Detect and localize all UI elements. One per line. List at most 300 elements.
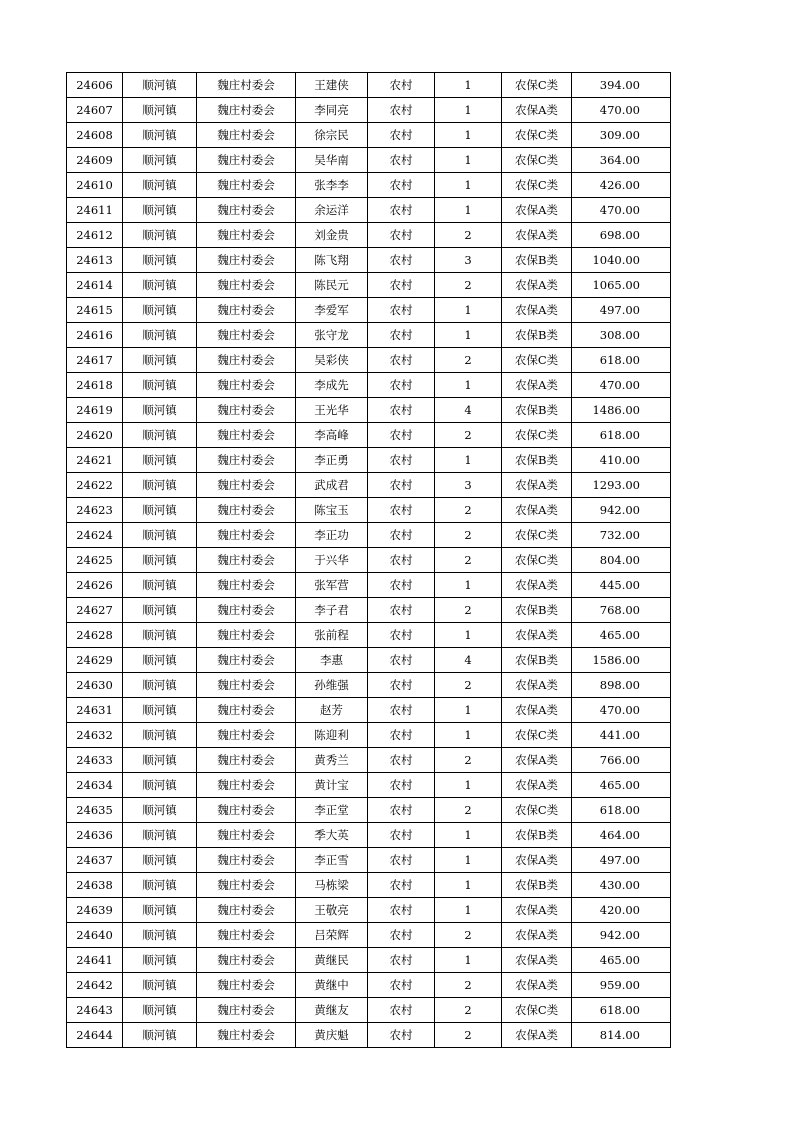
table-row bbox=[67, 423, 671, 448]
person-name-cell: 于兴华 bbox=[296, 548, 368, 573]
record-id-cell: 24641 bbox=[67, 948, 123, 973]
person-name-cell: 张前程 bbox=[296, 623, 368, 648]
amount-cell: 430.00 bbox=[572, 873, 671, 898]
village-committee-cell: 魏庄村委会 bbox=[197, 448, 296, 473]
person-name-cell: 陈宝玉 bbox=[296, 498, 368, 523]
insurance-category-cell: 农保A类 bbox=[502, 973, 572, 998]
record-id-cell: 24642 bbox=[67, 973, 123, 998]
village-committee-cell: 魏庄村委会 bbox=[197, 798, 296, 823]
village-committee-cell: 魏庄村委会 bbox=[197, 598, 296, 623]
person-name-cell: 吕荣辉 bbox=[296, 923, 368, 948]
table-row bbox=[67, 98, 671, 123]
insurance-category-cell: 农保A类 bbox=[502, 573, 572, 598]
amount-cell: 1586.00 bbox=[572, 648, 671, 673]
town-cell: 顺河镇 bbox=[123, 798, 197, 823]
record-id-cell: 24609 bbox=[67, 148, 123, 173]
table-row bbox=[67, 448, 671, 473]
amount-cell: 698.00 bbox=[572, 223, 671, 248]
table-row bbox=[67, 348, 671, 373]
household-count-cell: 3 bbox=[435, 248, 502, 273]
person-name-cell: 吴彩侠 bbox=[296, 348, 368, 373]
table-row bbox=[67, 248, 671, 273]
table-row bbox=[67, 623, 671, 648]
area-type-cell: 农村 bbox=[368, 223, 435, 248]
person-name-cell: 黄继民 bbox=[296, 948, 368, 973]
person-name-cell: 季大英 bbox=[296, 823, 368, 848]
amount-cell: 804.00 bbox=[572, 548, 671, 573]
record-id-cell: 24637 bbox=[67, 848, 123, 873]
person-name-cell: 李正勇 bbox=[296, 448, 368, 473]
insurance-category-cell: 农保A类 bbox=[502, 948, 572, 973]
insurance-category-cell: 农保A类 bbox=[502, 698, 572, 723]
table-row bbox=[67, 848, 671, 873]
town-cell: 顺河镇 bbox=[123, 98, 197, 123]
amount-cell: 1040.00 bbox=[572, 248, 671, 273]
insurance-category-cell: 农保C类 bbox=[502, 123, 572, 148]
household-count-cell: 2 bbox=[435, 348, 502, 373]
insurance-category-cell: 农保B类 bbox=[502, 873, 572, 898]
insurance-category-cell: 农保A类 bbox=[502, 1023, 572, 1048]
household-count-cell: 1 bbox=[435, 198, 502, 223]
table-row bbox=[67, 873, 671, 898]
area-type-cell: 农村 bbox=[368, 698, 435, 723]
town-cell: 顺河镇 bbox=[123, 673, 197, 698]
table-row bbox=[67, 598, 671, 623]
household-count-cell: 2 bbox=[435, 423, 502, 448]
table-row bbox=[67, 548, 671, 573]
household-count-cell: 4 bbox=[435, 398, 502, 423]
record-id-cell: 24619 bbox=[67, 398, 123, 423]
area-type-cell: 农村 bbox=[368, 348, 435, 373]
record-id-cell: 24614 bbox=[67, 273, 123, 298]
person-name-cell: 李高峰 bbox=[296, 423, 368, 448]
town-cell: 顺河镇 bbox=[123, 773, 197, 798]
village-committee-cell: 魏庄村委会 bbox=[197, 298, 296, 323]
amount-cell: 465.00 bbox=[572, 623, 671, 648]
table-row bbox=[67, 748, 671, 773]
village-committee-cell: 魏庄村委会 bbox=[197, 223, 296, 248]
record-id-cell: 24627 bbox=[67, 598, 123, 623]
household-count-cell: 2 bbox=[435, 223, 502, 248]
insurance-category-cell: 农保B类 bbox=[502, 648, 572, 673]
record-id-cell: 24643 bbox=[67, 998, 123, 1023]
village-committee-cell: 魏庄村委会 bbox=[197, 198, 296, 223]
insurance-category-cell: 农保B类 bbox=[502, 323, 572, 348]
area-type-cell: 农村 bbox=[368, 623, 435, 648]
village-committee-cell: 魏庄村委会 bbox=[197, 848, 296, 873]
person-name-cell: 王敬亮 bbox=[296, 898, 368, 923]
amount-cell: 308.00 bbox=[572, 323, 671, 348]
town-cell: 顺河镇 bbox=[123, 298, 197, 323]
area-type-cell: 农村 bbox=[368, 873, 435, 898]
table-row bbox=[67, 898, 671, 923]
village-committee-cell: 魏庄村委会 bbox=[197, 923, 296, 948]
household-count-cell: 1 bbox=[435, 873, 502, 898]
household-count-cell: 1 bbox=[435, 898, 502, 923]
table-row bbox=[67, 473, 671, 498]
insurance-category-cell: 农保B类 bbox=[502, 598, 572, 623]
amount-cell: 942.00 bbox=[572, 498, 671, 523]
village-committee-cell: 魏庄村委会 bbox=[197, 748, 296, 773]
household-count-cell: 1 bbox=[435, 123, 502, 148]
village-committee-cell: 魏庄村委会 bbox=[197, 823, 296, 848]
amount-cell: 465.00 bbox=[572, 948, 671, 973]
table-row bbox=[67, 798, 671, 823]
village-committee-cell: 魏庄村委会 bbox=[197, 248, 296, 273]
village-committee-cell: 魏庄村委会 bbox=[197, 273, 296, 298]
insurance-category-cell: 农保A类 bbox=[502, 623, 572, 648]
village-committee-cell: 魏庄村委会 bbox=[197, 398, 296, 423]
insurance-category-cell: 农保A类 bbox=[502, 473, 572, 498]
person-name-cell: 黄计宝 bbox=[296, 773, 368, 798]
area-type-cell: 农村 bbox=[368, 773, 435, 798]
household-count-cell: 2 bbox=[435, 498, 502, 523]
insurance-category-cell: 农保C类 bbox=[502, 798, 572, 823]
insurance-category-cell: 农保A类 bbox=[502, 373, 572, 398]
person-name-cell: 陈迎利 bbox=[296, 723, 368, 748]
town-cell: 顺河镇 bbox=[123, 623, 197, 648]
insurance-category-cell: 农保B类 bbox=[502, 823, 572, 848]
person-name-cell: 陈飞翔 bbox=[296, 248, 368, 273]
person-name-cell: 孙维强 bbox=[296, 673, 368, 698]
roster-body bbox=[67, 73, 671, 1048]
area-type-cell: 农村 bbox=[368, 448, 435, 473]
village-committee-cell: 魏庄村委会 bbox=[197, 523, 296, 548]
record-id-cell: 24624 bbox=[67, 523, 123, 548]
village-committee-cell: 魏庄村委会 bbox=[197, 73, 296, 98]
amount-cell: 768.00 bbox=[572, 598, 671, 623]
insurance-category-cell: 农保A类 bbox=[502, 773, 572, 798]
table-row bbox=[67, 998, 671, 1023]
record-id-cell: 24611 bbox=[67, 198, 123, 223]
insurance-category-cell: 农保A类 bbox=[502, 848, 572, 873]
table-row bbox=[67, 123, 671, 148]
area-type-cell: 农村 bbox=[368, 673, 435, 698]
person-name-cell: 张李李 bbox=[296, 173, 368, 198]
town-cell: 顺河镇 bbox=[123, 323, 197, 348]
amount-cell: 618.00 bbox=[572, 348, 671, 373]
person-name-cell: 王建侠 bbox=[296, 73, 368, 98]
amount-cell: 445.00 bbox=[572, 573, 671, 598]
household-count-cell: 1 bbox=[435, 148, 502, 173]
household-count-cell: 1 bbox=[435, 73, 502, 98]
village-committee-cell: 魏庄村委会 bbox=[197, 173, 296, 198]
table-row bbox=[67, 398, 671, 423]
amount-cell: 618.00 bbox=[572, 423, 671, 448]
town-cell: 顺河镇 bbox=[123, 698, 197, 723]
table-row bbox=[67, 573, 671, 598]
person-name-cell: 刘金贵 bbox=[296, 223, 368, 248]
amount-cell: 497.00 bbox=[572, 848, 671, 873]
town-cell: 顺河镇 bbox=[123, 823, 197, 848]
village-committee-cell: 魏庄村委会 bbox=[197, 648, 296, 673]
village-committee-cell: 魏庄村委会 bbox=[197, 148, 296, 173]
area-type-cell: 农村 bbox=[368, 98, 435, 123]
record-id-cell: 24608 bbox=[67, 123, 123, 148]
person-name-cell: 李子君 bbox=[296, 598, 368, 623]
town-cell: 顺河镇 bbox=[123, 123, 197, 148]
village-committee-cell: 魏庄村委会 bbox=[197, 698, 296, 723]
insurance-category-cell: 农保A类 bbox=[502, 98, 572, 123]
household-count-cell: 2 bbox=[435, 673, 502, 698]
insurance-category-cell: 农保A类 bbox=[502, 273, 572, 298]
table-row bbox=[67, 73, 671, 98]
household-count-cell: 1 bbox=[435, 698, 502, 723]
area-type-cell: 农村 bbox=[368, 373, 435, 398]
record-id-cell: 24620 bbox=[67, 423, 123, 448]
record-id-cell: 24634 bbox=[67, 773, 123, 798]
table-row bbox=[67, 523, 671, 548]
record-id-cell: 24638 bbox=[67, 873, 123, 898]
village-committee-cell: 魏庄村委会 bbox=[197, 1023, 296, 1048]
village-committee-cell: 魏庄村委会 bbox=[197, 373, 296, 398]
village-committee-cell: 魏庄村委会 bbox=[197, 773, 296, 798]
insurance-category-cell: 农保B类 bbox=[502, 248, 572, 273]
insurance-category-cell: 农保B类 bbox=[502, 398, 572, 423]
area-type-cell: 农村 bbox=[368, 398, 435, 423]
record-id-cell: 24617 bbox=[67, 348, 123, 373]
area-type-cell: 农村 bbox=[368, 748, 435, 773]
household-count-cell: 2 bbox=[435, 1023, 502, 1048]
village-committee-cell: 魏庄村委会 bbox=[197, 873, 296, 898]
table-row bbox=[67, 323, 671, 348]
amount-cell: 814.00 bbox=[572, 1023, 671, 1048]
table-row bbox=[67, 373, 671, 398]
table-row bbox=[67, 223, 671, 248]
record-id-cell: 24633 bbox=[67, 748, 123, 773]
area-type-cell: 农村 bbox=[368, 198, 435, 223]
amount-cell: 309.00 bbox=[572, 123, 671, 148]
record-id-cell: 24631 bbox=[67, 698, 123, 723]
person-name-cell: 张守龙 bbox=[296, 323, 368, 348]
record-id-cell: 24625 bbox=[67, 548, 123, 573]
town-cell: 顺河镇 bbox=[123, 173, 197, 198]
area-type-cell: 农村 bbox=[368, 848, 435, 873]
amount-cell: 1486.00 bbox=[572, 398, 671, 423]
record-id-cell: 24618 bbox=[67, 373, 123, 398]
household-count-cell: 2 bbox=[435, 748, 502, 773]
person-name-cell: 马栋梁 bbox=[296, 873, 368, 898]
person-name-cell: 黄庆魁 bbox=[296, 1023, 368, 1048]
amount-cell: 394.00 bbox=[572, 73, 671, 98]
amount-cell: 464.00 bbox=[572, 823, 671, 848]
table-row bbox=[67, 173, 671, 198]
amount-cell: 732.00 bbox=[572, 523, 671, 548]
person-name-cell: 余运洋 bbox=[296, 198, 368, 223]
insurance-category-cell: 农保C类 bbox=[502, 548, 572, 573]
amount-cell: 618.00 bbox=[572, 798, 671, 823]
insurance-category-cell: 农保A类 bbox=[502, 673, 572, 698]
amount-cell: 942.00 bbox=[572, 923, 671, 948]
area-type-cell: 农村 bbox=[368, 298, 435, 323]
amount-cell: 426.00 bbox=[572, 173, 671, 198]
record-id-cell: 24639 bbox=[67, 898, 123, 923]
table-row bbox=[67, 923, 671, 948]
area-type-cell: 农村 bbox=[368, 423, 435, 448]
table-row bbox=[67, 1023, 671, 1048]
village-committee-cell: 魏庄村委会 bbox=[197, 573, 296, 598]
amount-cell: 465.00 bbox=[572, 773, 671, 798]
record-id-cell: 24635 bbox=[67, 798, 123, 823]
village-committee-cell: 魏庄村委会 bbox=[197, 548, 296, 573]
town-cell: 顺河镇 bbox=[123, 373, 197, 398]
person-name-cell: 张军营 bbox=[296, 573, 368, 598]
amount-cell: 470.00 bbox=[572, 98, 671, 123]
insurance-category-cell: 农保A类 bbox=[502, 298, 572, 323]
village-committee-cell: 魏庄村委会 bbox=[197, 348, 296, 373]
insurance-category-cell: 农保A类 bbox=[502, 748, 572, 773]
record-id-cell: 24629 bbox=[67, 648, 123, 673]
table-row bbox=[67, 198, 671, 223]
record-id-cell: 24616 bbox=[67, 323, 123, 348]
record-id-cell: 24630 bbox=[67, 673, 123, 698]
table-row bbox=[67, 823, 671, 848]
town-cell: 顺河镇 bbox=[123, 598, 197, 623]
person-name-cell: 李正功 bbox=[296, 523, 368, 548]
table-row bbox=[67, 298, 671, 323]
person-name-cell: 李同亮 bbox=[296, 98, 368, 123]
roster-table bbox=[66, 72, 671, 1048]
insurance-category-cell: 农保A类 bbox=[502, 198, 572, 223]
town-cell: 顺河镇 bbox=[123, 898, 197, 923]
insurance-category-cell: 农保C类 bbox=[502, 723, 572, 748]
area-type-cell: 农村 bbox=[368, 323, 435, 348]
household-count-cell: 1 bbox=[435, 448, 502, 473]
household-count-cell: 2 bbox=[435, 998, 502, 1023]
town-cell: 顺河镇 bbox=[123, 848, 197, 873]
town-cell: 顺河镇 bbox=[123, 248, 197, 273]
area-type-cell: 农村 bbox=[368, 173, 435, 198]
amount-cell: 470.00 bbox=[572, 698, 671, 723]
household-count-cell: 2 bbox=[435, 798, 502, 823]
insurance-category-cell: 农保A类 bbox=[502, 898, 572, 923]
person-name-cell: 武成君 bbox=[296, 473, 368, 498]
person-name-cell: 李成先 bbox=[296, 373, 368, 398]
amount-cell: 441.00 bbox=[572, 723, 671, 748]
household-count-cell: 1 bbox=[435, 298, 502, 323]
town-cell: 顺河镇 bbox=[123, 873, 197, 898]
amount-cell: 1065.00 bbox=[572, 273, 671, 298]
record-id-cell: 24628 bbox=[67, 623, 123, 648]
record-id-cell: 24607 bbox=[67, 98, 123, 123]
insurance-category-cell: 农保C类 bbox=[502, 173, 572, 198]
household-count-cell: 1 bbox=[435, 173, 502, 198]
village-committee-cell: 魏庄村委会 bbox=[197, 623, 296, 648]
area-type-cell: 农村 bbox=[368, 473, 435, 498]
record-id-cell: 24640 bbox=[67, 923, 123, 948]
amount-cell: 420.00 bbox=[572, 898, 671, 923]
household-count-cell: 1 bbox=[435, 948, 502, 973]
area-type-cell: 农村 bbox=[368, 723, 435, 748]
person-name-cell: 李正堂 bbox=[296, 798, 368, 823]
town-cell: 顺河镇 bbox=[123, 398, 197, 423]
town-cell: 顺河镇 bbox=[123, 948, 197, 973]
table-row bbox=[67, 698, 671, 723]
insurance-category-cell: 农保C类 bbox=[502, 423, 572, 448]
household-count-cell: 1 bbox=[435, 323, 502, 348]
area-type-cell: 农村 bbox=[368, 523, 435, 548]
village-committee-cell: 魏庄村委会 bbox=[197, 498, 296, 523]
record-id-cell: 24615 bbox=[67, 298, 123, 323]
area-type-cell: 农村 bbox=[368, 923, 435, 948]
area-type-cell: 农村 bbox=[368, 498, 435, 523]
table-row bbox=[67, 498, 671, 523]
town-cell: 顺河镇 bbox=[123, 748, 197, 773]
amount-cell: 410.00 bbox=[572, 448, 671, 473]
town-cell: 顺河镇 bbox=[123, 1023, 197, 1048]
area-type-cell: 农村 bbox=[368, 648, 435, 673]
person-name-cell: 李正雪 bbox=[296, 848, 368, 873]
village-committee-cell: 魏庄村委会 bbox=[197, 673, 296, 698]
village-committee-cell: 魏庄村委会 bbox=[197, 323, 296, 348]
town-cell: 顺河镇 bbox=[123, 148, 197, 173]
village-committee-cell: 魏庄村委会 bbox=[197, 423, 296, 448]
record-id-cell: 24613 bbox=[67, 248, 123, 273]
amount-cell: 497.00 bbox=[572, 298, 671, 323]
household-count-cell: 1 bbox=[435, 823, 502, 848]
household-count-cell: 2 bbox=[435, 548, 502, 573]
person-name-cell: 黄秀兰 bbox=[296, 748, 368, 773]
insurance-category-cell: 农保C类 bbox=[502, 998, 572, 1023]
table-row bbox=[67, 648, 671, 673]
town-cell: 顺河镇 bbox=[123, 423, 197, 448]
record-id-cell: 24626 bbox=[67, 573, 123, 598]
town-cell: 顺河镇 bbox=[123, 723, 197, 748]
town-cell: 顺河镇 bbox=[123, 523, 197, 548]
person-name-cell: 赵芳 bbox=[296, 698, 368, 723]
area-type-cell: 农村 bbox=[368, 148, 435, 173]
household-count-cell: 2 bbox=[435, 923, 502, 948]
insurance-category-cell: 农保C类 bbox=[502, 148, 572, 173]
person-name-cell: 李惠 bbox=[296, 648, 368, 673]
area-type-cell: 农村 bbox=[368, 823, 435, 848]
household-count-cell: 1 bbox=[435, 573, 502, 598]
area-type-cell: 农村 bbox=[368, 598, 435, 623]
amount-cell: 898.00 bbox=[572, 673, 671, 698]
household-count-cell: 1 bbox=[435, 98, 502, 123]
insurance-category-cell: 农保A类 bbox=[502, 223, 572, 248]
town-cell: 顺河镇 bbox=[123, 998, 197, 1023]
town-cell: 顺河镇 bbox=[123, 198, 197, 223]
amount-cell: 618.00 bbox=[572, 998, 671, 1023]
village-committee-cell: 魏庄村委会 bbox=[197, 123, 296, 148]
person-name-cell: 黄继中 bbox=[296, 973, 368, 998]
town-cell: 顺河镇 bbox=[123, 73, 197, 98]
area-type-cell: 农村 bbox=[368, 248, 435, 273]
town-cell: 顺河镇 bbox=[123, 648, 197, 673]
household-count-cell: 1 bbox=[435, 848, 502, 873]
village-committee-cell: 魏庄村委会 bbox=[197, 973, 296, 998]
household-count-cell: 2 bbox=[435, 523, 502, 548]
amount-cell: 1293.00 bbox=[572, 473, 671, 498]
person-name-cell: 徐宗民 bbox=[296, 123, 368, 148]
household-count-cell: 1 bbox=[435, 373, 502, 398]
table-row bbox=[67, 673, 671, 698]
table-row bbox=[67, 948, 671, 973]
area-type-cell: 农村 bbox=[368, 948, 435, 973]
table-row bbox=[67, 773, 671, 798]
insurance-category-cell: 农保C类 bbox=[502, 73, 572, 98]
household-count-cell: 4 bbox=[435, 648, 502, 673]
record-id-cell: 24610 bbox=[67, 173, 123, 198]
amount-cell: 364.00 bbox=[572, 148, 671, 173]
area-type-cell: 农村 bbox=[368, 573, 435, 598]
insurance-category-cell: 农保C类 bbox=[502, 348, 572, 373]
record-id-cell: 24612 bbox=[67, 223, 123, 248]
town-cell: 顺河镇 bbox=[123, 448, 197, 473]
insurance-category-cell: 农保B类 bbox=[502, 448, 572, 473]
person-name-cell: 吴华南 bbox=[296, 148, 368, 173]
